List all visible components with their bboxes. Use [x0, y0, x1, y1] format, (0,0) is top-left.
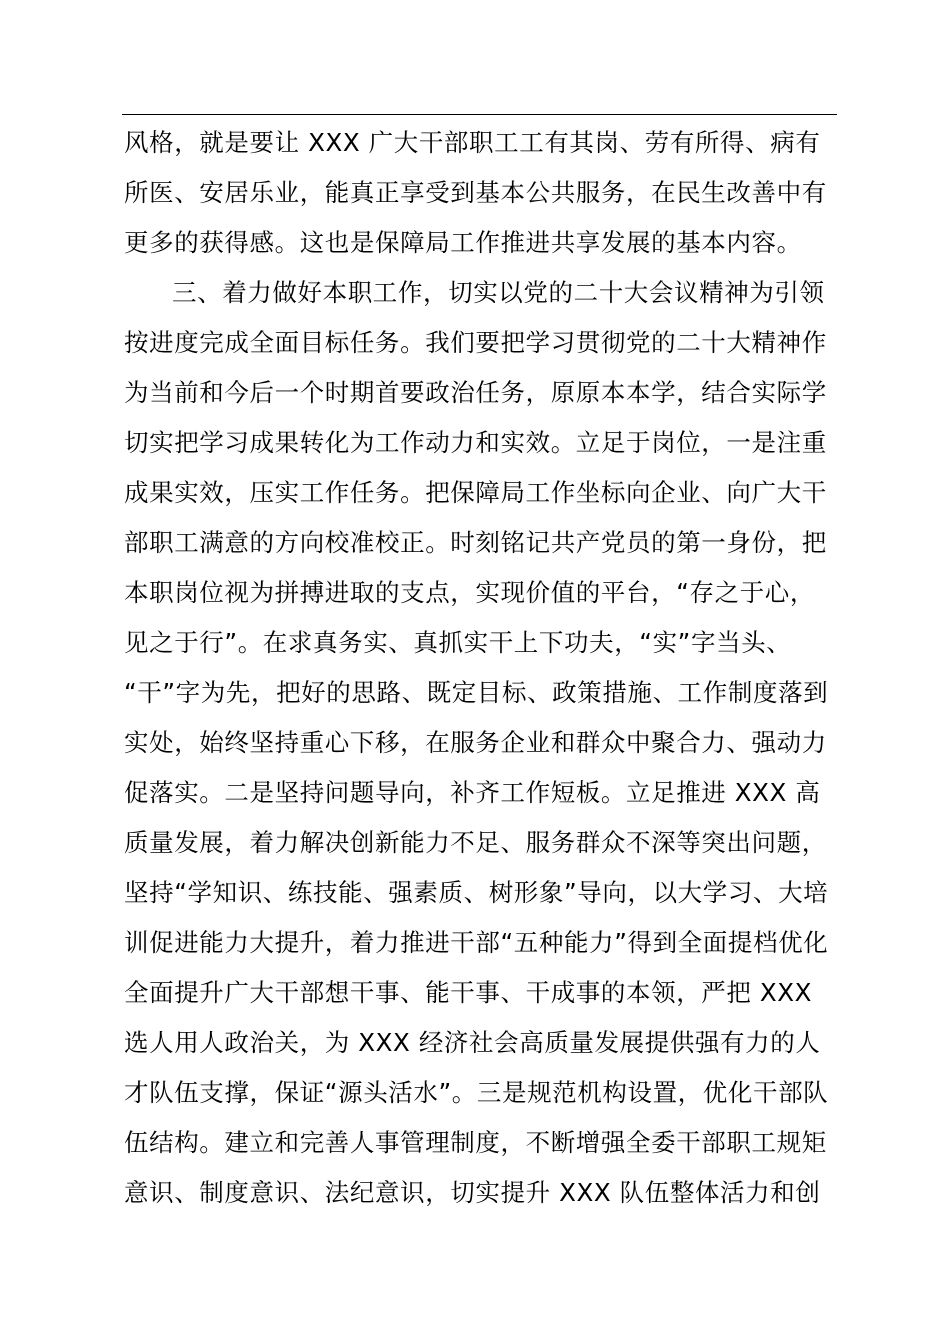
text-line: 部职工满意的方向校准校正。时刻铭记共产党员的第一身份，把: [124, 528, 827, 557]
body-text: [124, 118, 840, 1218]
text-line: 为当前和今后一个时期首要政治任务，原原本本学，结合实际学: [124, 378, 827, 407]
text-line: 选人用人政治关，为 XXX 经济社会高质量发展提供强有力的人: [124, 1028, 821, 1057]
text-line: 风格，就是要让 XXX 广大干部职工工有其岗、劳有所得、病有: [124, 128, 821, 157]
text-line: 按进度完成全面目标任务。我们要把学习贯彻党的二十大精神作: [124, 328, 827, 357]
text-line: 全面提升广大干部想干事、能干事、干成事的本领，严把 XXX: [124, 978, 813, 1007]
text-line: 伍结构。建立和完善人事管理制度，不断增强全委干部职工规矩: [124, 1128, 827, 1157]
text-line: 质量发展，着力解决创新能力不足、服务群众不深等突出问题，: [124, 828, 827, 857]
text-line: 更多的获得感。这也是保障局工作推进共享发展的基本内容。: [124, 228, 802, 257]
text-line: 本职岗位视为拼搏进取的支点，实现价值的平台，“存之于心，: [124, 578, 815, 607]
text-line: 实处，始终坚持重心下移，在服务企业和群众中聚合力、强动力: [124, 728, 827, 757]
text-line: 成果实效，压实工作任务。把保障局工作坐标向企业、向广大干: [124, 478, 827, 507]
text-line: 坚持“学知识、练技能、强素质、树形象”导向，以大学习、大培: [124, 878, 829, 907]
text-line: “干”字为先，把好的思路、既定目标、政策措施、工作制度落到: [124, 678, 829, 707]
text-line: 促落实。二是坚持问题导向，补齐工作短板。立足推进 XXX 高: [124, 778, 821, 807]
section-heading-line: 三、着力做好本职工作，切实以党的二十大会议精神为引领: [172, 278, 825, 307]
text-line: 意识、制度意识、法纪意识，切实提升 XXX 队伍整体活力和创: [124, 1178, 821, 1207]
text-line: 见之于行”。在求真务实、真抓实干上下功夫，“实”字当头、: [124, 628, 792, 657]
text-line: 才队伍支撑，保证“源头活水”。三是规范机构设置，优化干部队: [124, 1078, 829, 1107]
text-line: 所医、安居乐业，能真正享受到基本公共服务，在民生改善中有: [124, 178, 827, 207]
header-rule: [122, 114, 837, 115]
text-line: 训促进能力大提升，着力推进干部“五种能力”得到全面提档优化: [124, 928, 829, 957]
text-line: 切实把学习成果转化为工作动力和实效。立足于岗位，一是注重: [124, 428, 827, 457]
